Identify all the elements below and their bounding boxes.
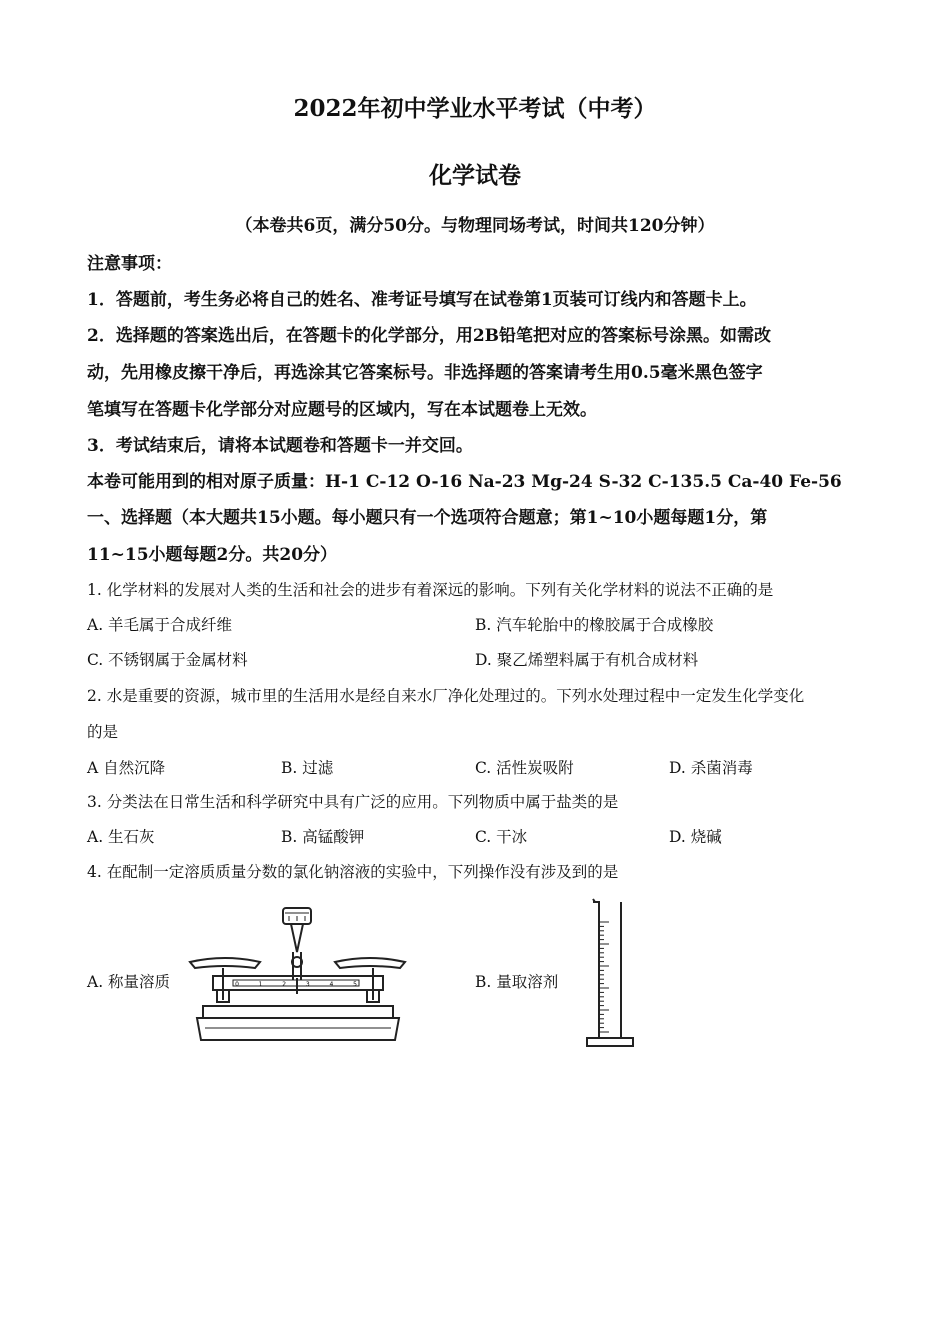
q3-option-b: B. 高锰酸钾 xyxy=(281,828,365,846)
q2-option-c: C. 活性炭吸附 xyxy=(475,759,574,777)
q1-stem: 1. 化学材料的发展对人类的生活和社会的进步有着深远的影响。下列有关化学材料的说法不正确的是 xyxy=(87,581,774,599)
q3-stem: 3. 分类法在日常生活和科学研究中具有广泛的应用。下列物质中属于盐类的是 xyxy=(87,793,619,811)
scale-label: 0 xyxy=(235,981,239,988)
scale-label: 3 xyxy=(305,981,310,988)
q4-stem: 4. 在配制一定溶质质量分数的氯化钠溶液的实验中，下列操作没有涉及到的是 xyxy=(87,863,619,881)
q4-option-b: B. 量取溶剂 xyxy=(475,973,559,991)
atomic-masses: 本卷可能用到的相对原子质量：H-1 C-12 O-16 Na-23 Mg-24 S-32 C-135.5 Ca-40 Fe-56 xyxy=(87,472,842,492)
q1-option-a: A. 羊毛属于合成纤维 xyxy=(87,616,233,634)
note-item-3: 3．考试结束后，请将本试题卷和答题卡一并交回。 xyxy=(87,436,473,456)
exam-info: （本卷共6页，满分50分。与物理同场考试，时间共120分钟） xyxy=(235,216,715,236)
q2-option-a: A 自然沉降 xyxy=(87,759,166,777)
graduated-cylinder-icon xyxy=(583,898,638,1053)
q2-option-d: D. 杀菌消毒 xyxy=(669,759,753,777)
q1-option-b: B. 汽车轮胎中的橡胶属于合成橡胶 xyxy=(475,616,714,634)
scale-label: 5 xyxy=(353,981,357,988)
page-title: 2022年初中学业水平考试（中考） xyxy=(293,95,657,122)
q3-option-c: C. 干冰 xyxy=(475,828,528,846)
q1-option-c: C. 不锈钢属于金属材料 xyxy=(87,651,248,669)
notes-heading: 注意事项： xyxy=(87,254,172,274)
scale-label: 1 xyxy=(258,981,263,988)
note-item-2-line-2: 动，先用橡皮擦干净后，再选涂其它答案标号。非选择题的答案请考生用0.5毫米黑色签字 xyxy=(87,363,763,383)
q4-option-a: A. 称量溶质 xyxy=(87,973,171,991)
q2-option-b: B. 过滤 xyxy=(281,759,334,777)
q1-option-d: D. 聚乙烯塑料属于有机合成材料 xyxy=(475,651,699,669)
note-item-1: 1．答题前，考生务必将自己的姓名、准考证号填写在试卷第1页装可订线内和答题卡上。 xyxy=(87,290,757,310)
q3-option-a: A. 生石灰 xyxy=(87,828,155,846)
q2-stem-line-2: 的是 xyxy=(87,723,119,741)
note-item-2-line-3: 笔填写在答题卡化学部分对应题号的区域内，写在本试题卷上无效。 xyxy=(87,400,597,420)
scale-label: 2 xyxy=(282,981,287,988)
q3-option-d: D. 烧碱 xyxy=(669,828,722,846)
scale-label: 4 xyxy=(329,981,334,988)
section-1-heading-line-1: 一、选择题（本大题共15小题。每小题只有一个选项符合题意；第1~10小题每题1分，第 xyxy=(87,508,768,528)
note-item-2-line-1: 2．选择题的答案选出后，在答题卡的化学部分，用2B铅笔把对应的答案标号涂黑。如需改 xyxy=(87,326,772,346)
q2-stem-line-1: 2. 水是重要的资源，城市里的生活用水是经自来水厂净化处理过的。下列水处理过程中一定发生化学变化 xyxy=(87,687,805,705)
section-1-heading-line-2: 11~15小题每题2分。共20分） xyxy=(87,545,338,565)
page-subtitle: 化学试卷 xyxy=(429,162,521,189)
balance-scale-icon xyxy=(185,900,410,1050)
